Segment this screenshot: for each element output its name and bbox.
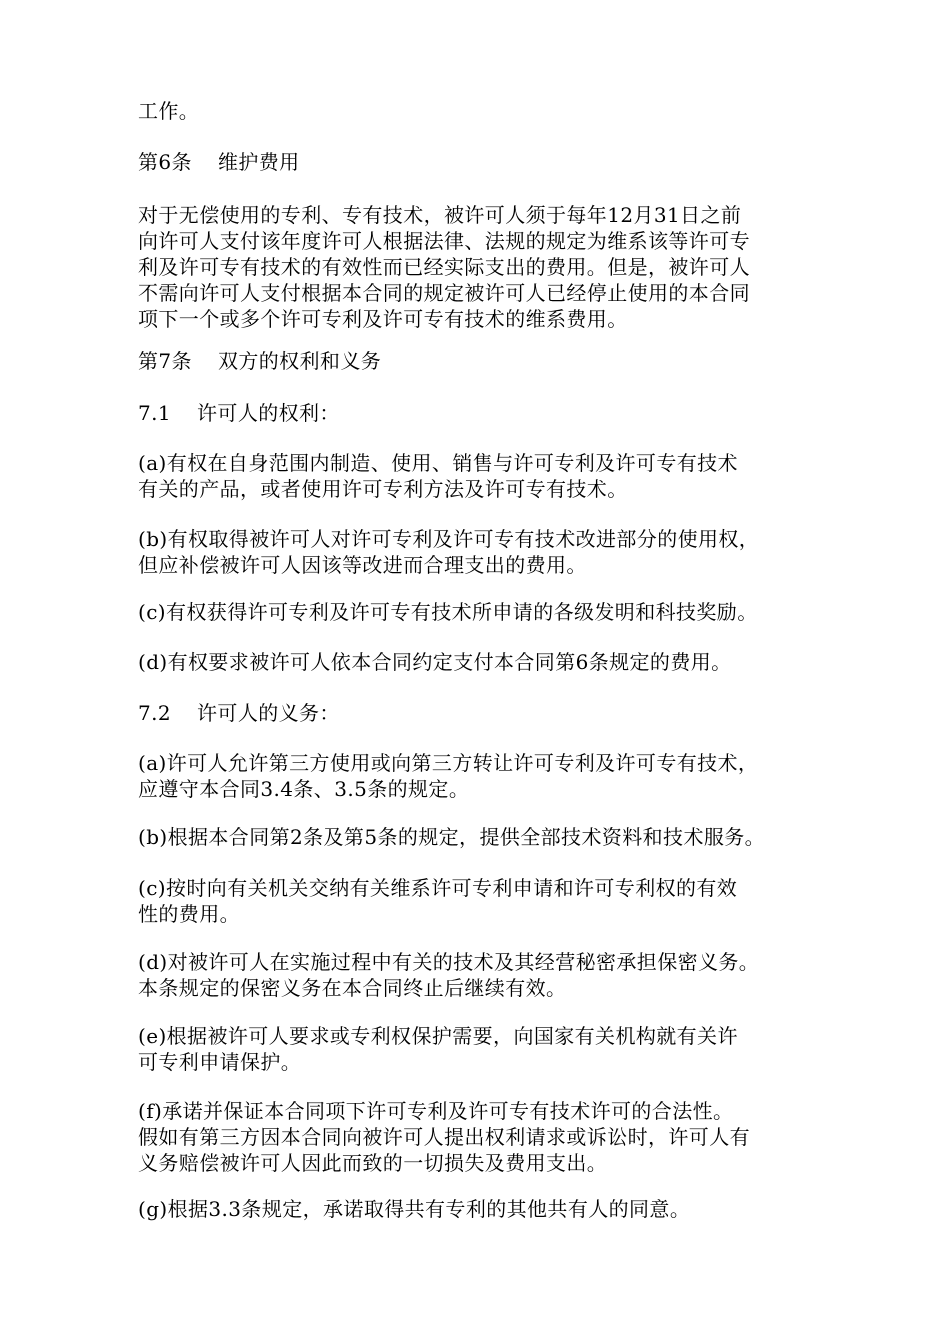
article-number: 第7条 <box>138 349 192 373</box>
section-7-2-heading <box>138 701 340 725</box>
paragraph-line: (c)按时向有关机关交纳有关维系许可专利申请和许可专利权的有效 <box>138 876 738 900</box>
paragraph-line: 但应补偿被许可人因该等改进而合理支出的费用。 <box>138 553 587 577</box>
paragraph-line: 项下一个或多个许可专利及许可专有技术的维系费用。 <box>138 307 628 331</box>
article-title: 双方的权利和义务 <box>217 349 382 373</box>
paragraph-line: 义务赔偿被许可人因此而致的一切损失及费用支出。 <box>138 1151 608 1175</box>
paragraph-line: (a)有权在自身范围内制造、使用、销售与许可专利及许可专有技术 <box>138 451 738 475</box>
section-title: 许可人的义务： <box>197 701 340 725</box>
article-7-heading <box>138 349 381 373</box>
clause-7-2-g: (g)根据3.3条规定，承诺取得共有专利的其他共有人的同意。 <box>138 1197 691 1221</box>
section-number: 7.1 <box>138 401 172 425</box>
section-7-1-heading <box>138 401 340 425</box>
paragraph-line: 性的费用。 <box>138 902 240 926</box>
paragraph-line: (b)有权取得被许可人对许可专利及许可专有技术改进部分的使用权， <box>138 527 760 551</box>
paragraph-line: 本条规定的保密义务在本合同终止后继续有效。 <box>138 976 567 1000</box>
clause-7-1-c: (c)有权获得许可专利及许可专有技术所申请的各级发明和科技奖励。 <box>138 600 758 624</box>
clause-7-2-b: (b)根据本合同第2条及第5条的规定，提供全部技术资料和技术服务。 <box>138 825 766 849</box>
paragraph-line: 向许可人支付该年度许可人根据法律、法规的规定为维系该等许可专 <box>138 229 750 253</box>
paragraph-line: 不需向许可人支付根据本合同的规定被许可人已经停止使用的本合同 <box>138 281 750 305</box>
paragraph-line: 应遵守本合同3.4条、3.5条的规定。 <box>138 777 470 801</box>
article-number: 第6条 <box>138 150 192 174</box>
paragraph-line: (a)许可人允许第三方使用或向第三方转让许可专利及许可专有技术， <box>138 751 759 775</box>
paragraph-line: (e)根据被许可人要求或专利权保护需要，向国家有关机构就有关许 <box>138 1024 738 1048</box>
paragraph-line: 对于无偿使用的专利、专有技术，被许可人须于每年12月31日之前 <box>138 203 742 227</box>
section-number: 7.2 <box>138 701 172 725</box>
section-title: 许可人的权利： <box>197 401 340 425</box>
article-6-heading <box>138 150 300 174</box>
clause-7-1-d: (d)有权要求被许可人依本合同约定支付本合同第6条规定的费用。 <box>138 650 732 674</box>
paragraph-line: 假如有第三方因本合同向被许可人提出权利请求或诉讼时，许可人有 <box>138 1125 750 1149</box>
paragraph-line: (f)承诺并保证本合同项下许可专利及许可专有技术许可的合法性。 <box>138 1099 734 1123</box>
paragraph-line: 利及许可专有技术的有效性而已经实际支出的费用。但是，被许可人 <box>138 255 750 279</box>
article-title: 维护费用 <box>217 150 300 174</box>
paragraph-line: 有关的产品，或者使用许可专利方法及许可专有技术。 <box>138 477 628 501</box>
paragraph-line: 工作。 <box>138 99 200 123</box>
paragraph-line: (d)对被许可人在实施过程中有关的技术及其经营秘密承担保密义务。 <box>138 950 760 974</box>
paragraph-line: 可专利申请保护。 <box>138 1050 302 1074</box>
